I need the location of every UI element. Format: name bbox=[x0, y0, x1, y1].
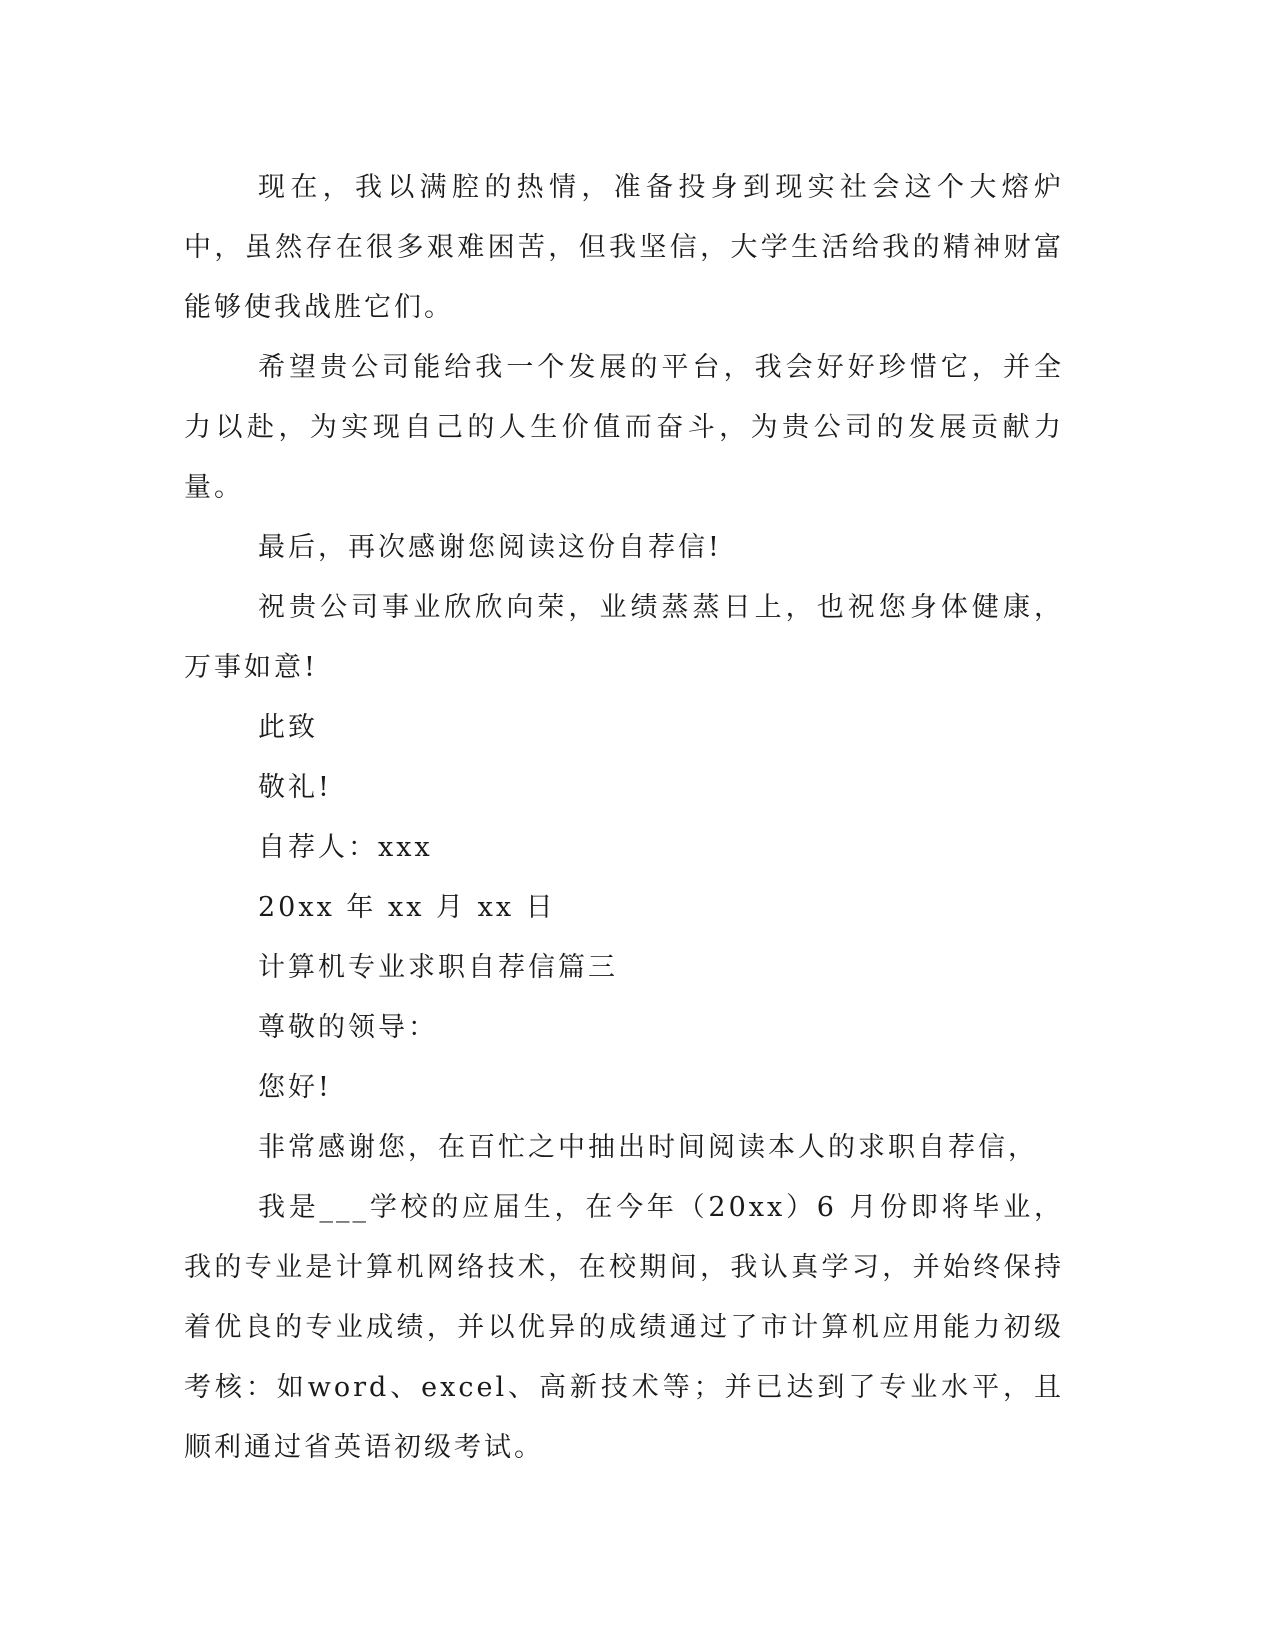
paragraph-3: 最后，再次感谢您阅读这份自荐信! bbox=[258, 532, 722, 563]
section-title: 计算机专业求职自荐信篇三 bbox=[258, 952, 618, 983]
signer-line: 自荐人：xxx bbox=[258, 832, 433, 863]
paragraph-1: 现在，我以满腔的热情，准备投身到现实社会这个大熔炉中，虽然存在很多艰难困苦，但我坚信，大学生活给我的精神财富能够使我战胜它们。 bbox=[184, 172, 1064, 323]
paragraph-2: 希望贵公司能给我一个发展的平台，我会好好珍惜它，并全力以赴，为实现自己的人生价值而奋斗，为贵公司的发展贡献力量。 bbox=[184, 352, 1064, 503]
greeting-line: 您好! bbox=[258, 1072, 332, 1103]
closing-line-1: 此致 bbox=[258, 712, 318, 743]
body-paragraph-2: 我是___学校的应届生，在今年（20xx）6 月份即将毕业，我的专业是计算机网络技术，在校期间，我认真学习，并始终保持着优良的专业成绩，并以优异的成绩通过了市计算机应用能力初级考核：如word、excel、高新技术等；并已达到了专业水平，且顺利通过省英语初级考试。 bbox=[184, 1192, 1064, 1463]
paragraph-4: 祝贵公司事业欣欣向荣，业绩蒸蒸日上，也祝您身体健康，万事如意! bbox=[184, 592, 1064, 683]
closing-line-2: 敬礼! bbox=[258, 772, 332, 803]
date-line: 20xx 年 xx 月 xx 日 bbox=[258, 892, 556, 923]
document-body bbox=[184, 158, 1064, 1478]
body-paragraph-1: 非常感谢您，在百忙之中抽出时间阅读本人的求职自荐信， bbox=[258, 1132, 1038, 1163]
salutation-line: 尊敬的领导： bbox=[258, 1012, 438, 1043]
